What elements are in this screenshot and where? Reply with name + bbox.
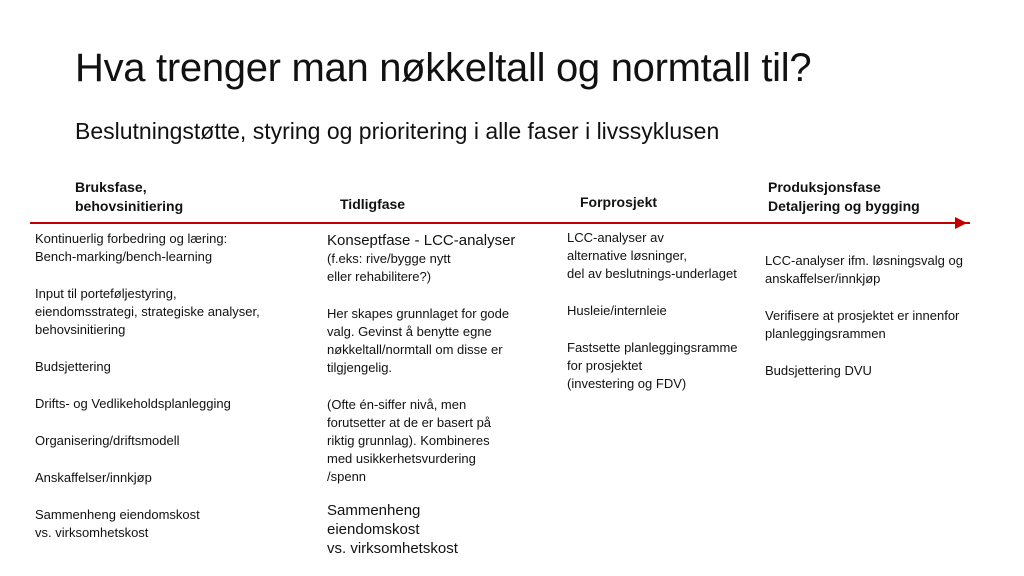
phase-label-tidligfase xyxy=(340,195,405,214)
item-line: alternative løsninger, xyxy=(567,248,687,263)
list-item xyxy=(35,469,260,487)
item-line: Her skapes grunnlaget for gode xyxy=(327,306,510,321)
item-line: Sammenheng eiendomskost xyxy=(35,507,200,522)
item-line: Organisering/driftsmodell xyxy=(35,433,180,448)
list-item xyxy=(327,396,515,486)
item-line: Drifts- og Vedlikeholdsplanlegging xyxy=(35,396,231,411)
item-line: Verifisere at prosjektet er innenfor xyxy=(765,308,960,323)
item-line: LCC-analyser av xyxy=(567,230,664,245)
item-line: riktig grunnlag). Kombineres xyxy=(327,433,490,448)
item-line: vs. virksomhetskost xyxy=(35,525,149,540)
list-item xyxy=(35,432,260,450)
column-forprosjekt xyxy=(567,229,738,412)
phase-label-produksjonsfase xyxy=(768,178,920,216)
item-line: anskaffelser/innkjøp xyxy=(765,271,881,286)
phase-label-bruksfase xyxy=(75,178,183,216)
column-footer xyxy=(327,501,515,558)
item-line: planleggingsrammen xyxy=(765,326,886,341)
column-produksjonsfase xyxy=(765,252,963,399)
list-item xyxy=(35,230,260,266)
list-item xyxy=(567,229,738,283)
list-item xyxy=(35,395,260,413)
item-line: Input til porteføljestyring, xyxy=(35,286,177,301)
item-line: Budsjettering DVU xyxy=(765,363,872,378)
item-line: Bench-marking/bench-learning xyxy=(35,249,213,264)
item-line: (f.eks: rive/bygge nytt xyxy=(327,251,451,266)
item-line: valg. Gevinst å benytte egne xyxy=(327,324,492,339)
phase-label-line: Bruksfase, xyxy=(75,179,147,195)
list-item xyxy=(765,362,963,380)
item-line: tilgjengelig. xyxy=(327,360,393,375)
phase-label-line: Tidligfase xyxy=(340,196,406,212)
list-item xyxy=(567,302,738,320)
list-item xyxy=(35,506,260,542)
item-line: forutsetter at de er basert på xyxy=(327,415,492,430)
list-item xyxy=(327,250,515,286)
list-item xyxy=(35,358,260,376)
item-line: Fastsette planleggingsramme xyxy=(567,340,738,355)
item-line: eiendomskost xyxy=(327,521,420,538)
timeline-arrow-line xyxy=(30,222,970,224)
item-line: del av beslutnings-underlaget xyxy=(567,266,737,281)
item-line: vs. virksomhetskost xyxy=(327,540,458,557)
item-line: (Ofte én-siffer nivå, men xyxy=(327,397,467,412)
phase-label-line: behovsinitiering xyxy=(75,198,184,214)
phase-label-line: Detaljering og bygging xyxy=(768,198,920,214)
item-line: eiendomsstrategi, strategiske analyser, xyxy=(35,304,260,319)
phase-label-line: Forprosjekt xyxy=(580,194,658,210)
item-line: Anskaffelser/innkjøp xyxy=(35,470,152,485)
item-line: med usikkerhetsvurdering xyxy=(327,451,476,466)
list-item xyxy=(567,339,738,393)
item-line: nøkkeltall/normtall om disse er xyxy=(327,342,503,357)
item-line: LCC-analyser ifm. løsningsvalg og xyxy=(765,253,963,268)
list-item xyxy=(327,305,515,377)
list-item xyxy=(765,307,963,343)
list-item xyxy=(35,285,260,339)
item-line: Budsjettering xyxy=(35,359,111,374)
item-line: Husleie/internleie xyxy=(567,303,667,318)
arrowhead-icon xyxy=(955,217,967,229)
item-line: Sammenheng xyxy=(327,502,421,519)
item-line: Kontinuerlig forbedring og læring: xyxy=(35,231,228,246)
item-line: for prosjektet xyxy=(567,358,643,373)
item-line: (investering og FDV) xyxy=(567,376,687,391)
phase-label-line: Produksjonsfase xyxy=(768,179,881,195)
item-line: behovsinitiering xyxy=(35,322,126,337)
phase-label-forprosjekt xyxy=(580,193,657,212)
list-item xyxy=(765,252,963,288)
column-heading: Konseptfase - LCC-analyser xyxy=(327,232,516,249)
slide-subtitle: Beslutningstøtte, styring og prioritering i alle faser i livssyklusen xyxy=(75,118,720,144)
column-tidligfase xyxy=(327,231,515,558)
item-line: eller rehabilitere?) xyxy=(327,269,432,284)
item-line: /spenn xyxy=(327,469,367,484)
slide-title: Hva trenger man nøkkeltall og normtall til? xyxy=(75,46,812,90)
column-bruksfase xyxy=(35,230,260,561)
